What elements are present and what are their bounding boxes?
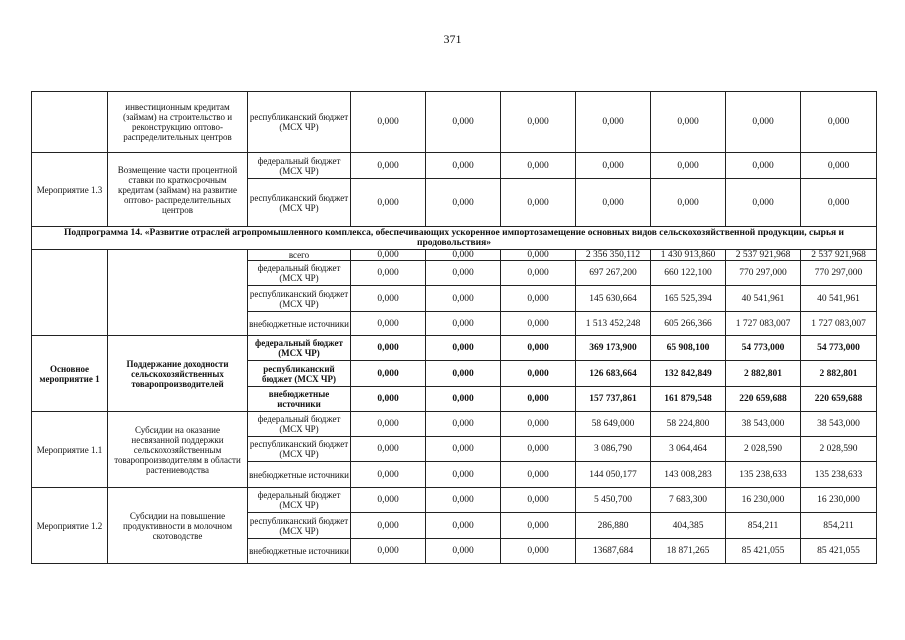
value-cell: 58 649,000 — [576, 412, 651, 437]
value-cell: 2 356 350,112 — [576, 250, 651, 261]
value-cell: 157 737,861 — [576, 387, 651, 412]
funding-source: республиканский бюджет (МСХ ЧР) — [248, 361, 351, 387]
value-cell: 0,000 — [501, 336, 576, 361]
funding-source: республиканский бюджет (МСХ ЧР) — [248, 179, 351, 227]
value-cell: 0,000 — [726, 92, 801, 153]
event-label: Основное мероприятие 1 — [32, 336, 108, 412]
value-cell: 0,000 — [426, 387, 501, 412]
value-cell: 161 879,548 — [651, 387, 726, 412]
value-cell: 0,000 — [501, 387, 576, 412]
value-cell: 0,000 — [501, 312, 576, 336]
value-cell: 1 727 083,007 — [726, 312, 801, 336]
value-cell: 697 267,200 — [576, 261, 651, 286]
value-cell: 40 541,961 — [726, 286, 801, 312]
event-description: Субсидии на повышение продуктивности в молочном скотоводстве — [108, 488, 248, 564]
value-cell: 0,000 — [351, 336, 426, 361]
funding-source: федеральный бюджет (МСХ ЧР) — [248, 412, 351, 437]
value-cell: 0,000 — [426, 261, 501, 286]
value-cell: 1 430 913,860 — [651, 250, 726, 261]
value-cell: 143 008,283 — [651, 462, 726, 488]
value-cell: 286,880 — [576, 513, 651, 539]
table-row — [32, 250, 877, 261]
value-cell: 0,000 — [801, 179, 877, 227]
table-row — [32, 227, 877, 250]
table-row — [32, 153, 877, 179]
value-cell: 0,000 — [351, 92, 426, 153]
value-cell: 0,000 — [651, 179, 726, 227]
value-cell: 18 871,265 — [651, 539, 726, 564]
value-cell: 0,000 — [501, 412, 576, 437]
value-cell: 0,000 — [351, 462, 426, 488]
funding-source: внебюджетные источники — [248, 462, 351, 488]
funding-source: всего — [248, 250, 351, 261]
value-cell: 0,000 — [501, 261, 576, 286]
value-cell: 3 086,790 — [576, 437, 651, 462]
value-cell: 2 882,801 — [726, 361, 801, 387]
value-cell: 0,000 — [426, 488, 501, 513]
event-label: Мероприятие 1.2 — [32, 488, 108, 564]
value-cell: 0,000 — [576, 179, 651, 227]
value-cell: 5 450,700 — [576, 488, 651, 513]
value-cell: 0,000 — [426, 153, 501, 179]
value-cell: 0,000 — [351, 179, 426, 227]
value-cell: 0,000 — [726, 179, 801, 227]
value-cell: 0,000 — [351, 488, 426, 513]
value-cell: 0,000 — [351, 437, 426, 462]
value-cell: 54 773,000 — [801, 336, 877, 361]
value-cell: 135 238,633 — [801, 462, 877, 488]
value-cell: 145 630,664 — [576, 286, 651, 312]
funding-source: федеральный бюджет (МСХ ЧР) — [248, 488, 351, 513]
value-cell: 0,000 — [501, 539, 576, 564]
value-cell: 0,000 — [501, 179, 576, 227]
event-description: Субсидии на оказание несвязанной поддержки сельскохозяйственным товаропроизводителям в области растениеводства — [108, 412, 248, 488]
value-cell: 3 064,464 — [651, 437, 726, 462]
value-cell: 854,211 — [801, 513, 877, 539]
event-label: Мероприятие 1.3 — [32, 153, 108, 227]
value-cell: 220 659,688 — [726, 387, 801, 412]
value-cell: 404,385 — [651, 513, 726, 539]
value-cell: 0,000 — [426, 336, 501, 361]
value-cell: 770 297,000 — [801, 261, 877, 286]
value-cell: 0,000 — [426, 513, 501, 539]
value-cell: 0,000 — [651, 153, 726, 179]
value-cell: 0,000 — [426, 437, 501, 462]
value-cell: 0,000 — [351, 153, 426, 179]
value-cell: 0,000 — [351, 361, 426, 387]
value-cell: 7 683,300 — [651, 488, 726, 513]
value-cell: 0,000 — [501, 513, 576, 539]
value-cell: 605 266,366 — [651, 312, 726, 336]
value-cell: 0,000 — [426, 286, 501, 312]
value-cell: 0,000 — [426, 361, 501, 387]
value-cell: 13687,684 — [576, 539, 651, 564]
value-cell: 0,000 — [576, 153, 651, 179]
value-cell: 0,000 — [501, 250, 576, 261]
value-cell: 770 297,000 — [726, 261, 801, 286]
value-cell: 2 882,801 — [801, 361, 877, 387]
value-cell: 0,000 — [501, 488, 576, 513]
value-cell: 126 683,664 — [576, 361, 651, 387]
funding-source: внебюджетные источники — [248, 312, 351, 336]
value-cell: 0,000 — [801, 153, 877, 179]
funding-source: внебюджетные источники — [248, 387, 351, 412]
funding-source: внебюджетные источники — [248, 539, 351, 564]
value-cell: 0,000 — [351, 539, 426, 564]
value-cell: 58 224,800 — [651, 412, 726, 437]
value-cell: 132 842,849 — [651, 361, 726, 387]
value-cell: 0,000 — [426, 250, 501, 261]
funding-source: республиканский бюджет (МСХ ЧР) — [248, 513, 351, 539]
event-description: Возмещение части процентной ставки по краткосрочным кредитам (займам) на развитие оптово- распределительных центров — [108, 153, 248, 227]
value-cell: 0,000 — [576, 92, 651, 153]
value-cell: 0,000 — [351, 250, 426, 261]
table-row — [32, 336, 877, 361]
value-cell: 0,000 — [651, 92, 726, 153]
value-cell: 0,000 — [351, 387, 426, 412]
value-cell: 0,000 — [501, 153, 576, 179]
value-cell: 0,000 — [426, 179, 501, 227]
value-cell: 0,000 — [351, 261, 426, 286]
value-cell: 2 028,590 — [726, 437, 801, 462]
table-row — [32, 92, 877, 153]
value-cell: 0,000 — [351, 412, 426, 437]
budget-table — [31, 91, 877, 564]
value-cell: 1 513 452,248 — [576, 312, 651, 336]
value-cell: 0,000 — [501, 437, 576, 462]
value-cell: 0,000 — [426, 92, 501, 153]
value-cell: 0,000 — [801, 92, 877, 153]
event-label-cell — [32, 250, 108, 336]
table-row — [32, 412, 877, 437]
value-cell: 144 050,177 — [576, 462, 651, 488]
value-cell: 0,000 — [501, 462, 576, 488]
value-cell: 854,211 — [726, 513, 801, 539]
value-cell: 165 525,394 — [651, 286, 726, 312]
funding-source: федеральный бюджет (МСХ ЧР) — [248, 153, 351, 179]
funding-source: республиканский бюджет (МСХ ЧР) — [248, 437, 351, 462]
value-cell: 38 543,000 — [726, 412, 801, 437]
event-description — [108, 250, 248, 336]
value-cell: 40 541,961 — [801, 286, 877, 312]
value-cell: 2 537 921,968 — [726, 250, 801, 261]
table-row — [32, 488, 877, 513]
funding-source: федеральный бюджет (МСХ ЧР) — [248, 336, 351, 361]
value-cell: 0,000 — [426, 412, 501, 437]
page-number: 371 — [443, 32, 462, 46]
value-cell: 2 537 921,968 — [801, 250, 877, 261]
event-label: Мероприятие 1.1 — [32, 412, 108, 488]
subprogram-title: Подпрограмма 14. «Развитие отраслей агропромышленного комплекса, обеспечивающих ускоренное импортозамещение основных видов сельскохозяйственной продукции, сырья и продовольствия» — [32, 227, 877, 250]
value-cell: 85 421,055 — [726, 539, 801, 564]
value-cell: 38 543,000 — [801, 412, 877, 437]
value-cell: 16 230,000 — [726, 488, 801, 513]
value-cell: 0,000 — [426, 312, 501, 336]
value-cell: 85 421,055 — [801, 539, 877, 564]
value-cell: 135 238,633 — [726, 462, 801, 488]
funding-source: республиканский бюджет (МСХ ЧР) — [248, 92, 351, 153]
value-cell: 0,000 — [501, 286, 576, 312]
value-cell: 16 230,000 — [801, 488, 877, 513]
value-cell: 0,000 — [351, 312, 426, 336]
value-cell: 0,000 — [351, 286, 426, 312]
value-cell: 0,000 — [726, 153, 801, 179]
value-cell: 65 908,100 — [651, 336, 726, 361]
value-cell: 1 727 083,007 — [801, 312, 877, 336]
value-cell: 660 122,100 — [651, 261, 726, 286]
value-cell: 2 028,590 — [801, 437, 877, 462]
value-cell: 0,000 — [501, 361, 576, 387]
value-cell: 0,000 — [426, 462, 501, 488]
funding-source: республиканский бюджет (МСХ ЧР) — [248, 286, 351, 312]
value-cell: 369 173,900 — [576, 336, 651, 361]
value-cell: 0,000 — [351, 513, 426, 539]
event-description: инвестиционным кредитам (займам) на строительство и реконструкцию оптово-распределительных центров — [108, 92, 248, 153]
funding-source: федеральный бюджет (МСХ ЧР) — [248, 261, 351, 286]
value-cell: 54 773,000 — [726, 336, 801, 361]
event-label-cell — [32, 92, 108, 153]
value-cell: 220 659,688 — [801, 387, 877, 412]
value-cell: 0,000 — [501, 92, 576, 153]
value-cell: 0,000 — [426, 539, 501, 564]
event-description: Поддержание доходности сельскохозяйственных товаропроизводителей — [108, 336, 248, 412]
